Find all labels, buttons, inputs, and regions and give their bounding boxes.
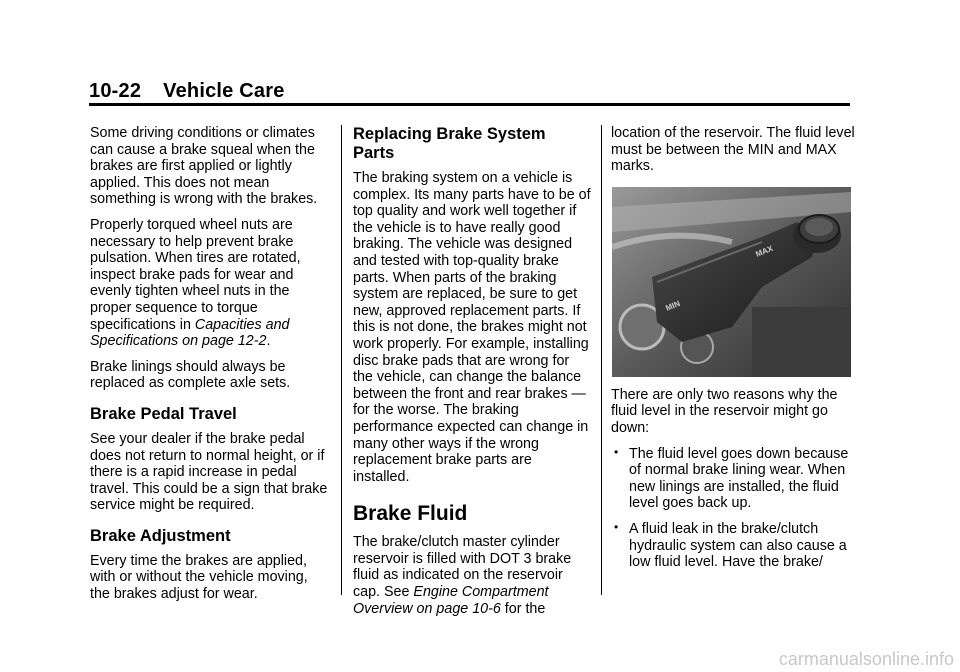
brake-reservoir-photo	[612, 187, 851, 377]
header-rule	[89, 103, 850, 106]
paragraph-fluid	[353, 534, 591, 617]
list-item-text: A fluid leak in the brake/clutch hydraulic system can also cause a low fluid level. Have the brake/	[629, 520, 847, 571]
column-divider-1	[341, 125, 342, 595]
column-3	[611, 125, 856, 580]
heading-replacing-parts: Replacing Brake System Parts	[353, 125, 546, 162]
fluid-end: for the	[500, 600, 546, 617]
paragraph-pedal: See your dealer if the brake pedal does not return to normal height, or if there is a rapid increase in pedal travel. This could be a sign that brake service might be required.	[90, 430, 328, 514]
wheel-nuts-end: .	[266, 333, 271, 350]
min-mark-label: MIN	[664, 298, 682, 313]
capacities-link[interactable]: Capacities and Specifications on page 12-2	[90, 316, 290, 350]
reasons-list	[611, 446, 856, 571]
watermark: carmanualsonline.info	[778, 649, 954, 669]
column-divider-2	[601, 125, 602, 595]
paragraph-replacing: The braking system on a vehicle is complex. Its many parts have to be of top quality and work well together if the vehicle is to have really good braking. The vehicle was designed and tested with top-quality brake parts. When parts of the braking system are replaced, be sure to get new, approved replacement parts. If this is not done, the brakes might not work properly. For example, installing disc brake pads that are wrong for the vehicle, can change the balance between the front and rear brakes — for the worse. The braking performance expected can change in many other ways if the wrong replacement brake parts are installed.	[353, 170, 591, 485]
bullet-icon: •	[614, 519, 619, 534]
paragraph-squeal: Some driving conditions or climates can cause a brake squeal when the brakes are first applied or lightly applied. This does not mean something is wrong with the brakes.	[90, 125, 318, 208]
reservoir-illustration	[612, 187, 851, 377]
heading-brake-pedal-travel: Brake Pedal Travel	[90, 404, 237, 423]
paragraph-linings: Brake linings should always be replaced as complete axle sets.	[90, 358, 291, 392]
paragraph-wheel-nuts	[90, 217, 330, 350]
page-number: 10-22	[89, 80, 142, 102]
section-title: Vehicle Care	[163, 80, 285, 102]
heading-brake-adjustment: Brake Adjustment	[90, 526, 231, 545]
column-2	[353, 125, 591, 626]
paragraph-location: location of the reservoir. The fluid level must be between the MIN and MAX marks.	[611, 125, 855, 175]
paragraph-reasons: There are only two reasons why the fluid level in the reservoir might go down:	[611, 386, 838, 436]
paragraph-adjust: Every time the brakes are applied, with or without the vehicle moving, the brakes adjust for wear.	[90, 552, 308, 603]
column-1	[90, 125, 330, 612]
page-header	[89, 80, 285, 103]
list-item	[611, 521, 856, 571]
list-item-text: The fluid level goes down because of normal brake lining wear. When new linings are installed, the fluid level goes back up.	[629, 445, 849, 512]
bullet-icon: •	[614, 444, 619, 459]
engine-compartment-link[interactable]: Engine Compartment Overview on page 10-6	[353, 584, 549, 617]
wheel-nuts-text: Properly torqued wheel nuts are necessary to help prevent brake pulsation. When tires are rotated, inspect brake pads for wear and evenly tighten wheel nuts in the proper sequence to torque specifications in	[90, 216, 301, 333]
max-mark-label: MAX	[754, 243, 775, 259]
fluid-text: The brake/clutch master cylinder reservoir is filled with DOT 3 brake fluid as indicated on the reservoir cap. See	[353, 534, 572, 601]
heading-brake-fluid: Brake Fluid	[353, 502, 468, 526]
list-item	[611, 446, 856, 512]
